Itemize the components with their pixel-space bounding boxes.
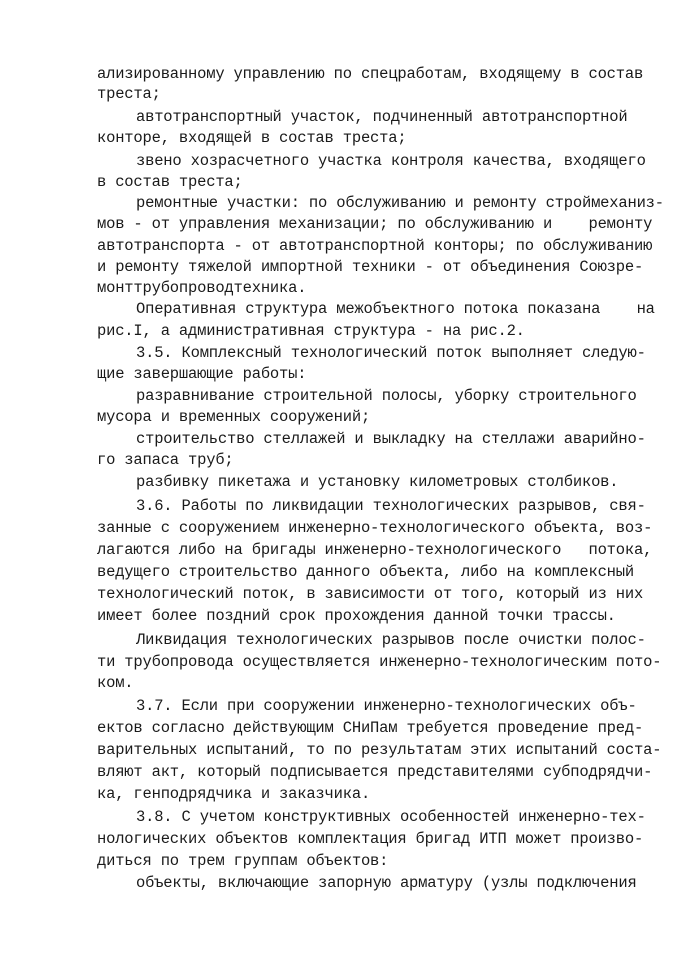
text-line: разравнивание строительной полосы, уборку строительного (136, 387, 637, 405)
text-line: 3.7. Если при сооружении инженерно-технологических объ- (136, 697, 637, 715)
text-line: разбивку пикетажа и установку километровых столбиков. (136, 473, 619, 491)
text-line: нологических объектов комплектация бригад ИТП может произво- (97, 830, 644, 848)
text-line: ализированному управлению по спецработам, входящему в состав (97, 65, 644, 83)
text-line: автотранспорта - от автотранспортной конторы; по обслуживанию (97, 237, 653, 255)
text-line: варительных испытаний, то по результатам этих испытаний соста- (97, 741, 662, 759)
text-line: в состав треста; (97, 173, 243, 191)
text-line: мов - от управления механизации; по обслуживанию и ремонту (97, 215, 653, 233)
text-line: 3.8. С учетом конструктивных особенностей инженерно-тех- (136, 808, 646, 826)
text-line: Ликвидация технологических разрывов после очистки полос- (136, 631, 646, 649)
text-line: 3.5. Комплексный технологический поток выполняет следую- (136, 344, 646, 362)
text-line: имеет более поздний срок прохождения данной точки трассы. (97, 607, 616, 625)
text-line: звено хозрасчетного участка контроля качества, входящего (136, 152, 646, 170)
text-line: го запаса труб; (97, 451, 234, 469)
text-line: диться по трем группам объектов: (97, 852, 389, 870)
text-line: строительство стеллажей и выкладку на стеллажи аварийно- (136, 430, 646, 448)
text-line: технологический поток, в зависимости от того, который из них (97, 585, 644, 603)
text-line: треста; (97, 85, 161, 103)
text-line: автотранспортный участок, подчиненный автотранспортной (136, 108, 628, 126)
text-line: лагаются либо на бригады инженерно-технологического потока, (97, 541, 653, 559)
text-line: монттрубопроводтехника. (97, 279, 307, 297)
text-line: конторе, входящей в состав треста; (97, 129, 407, 147)
text-line: Оперативная структура межобъектного потока показана на (136, 300, 655, 318)
text-line: ти трубопровода осуществляется инженерно-технологическим пото- (97, 653, 662, 671)
text-line: 3.6. Работы по ликвидации технологических разрывов, свя- (136, 497, 646, 515)
text-line: и ремонту тяжелой импортной техники - от объединения Союзре- (97, 258, 644, 276)
text-line: ремонтные участки: по обслуживанию и ремонту строймеханиз- (136, 194, 664, 212)
text-line: ведущего строительство данного объекта, либо на комплексный (97, 563, 634, 581)
text-line: щие завершающие работы: (97, 365, 307, 383)
text-line: ком. (97, 674, 134, 692)
text-line: рис.I, а административная структура - на рис.2. (97, 322, 525, 340)
text-line: занные с сооружением инженерно-технологического объекта, воз- (97, 519, 653, 537)
text-line: ектов согласно действующим СНиПам требуется проведение пред- (97, 719, 644, 737)
text-line: мусора и временных сооружений; (97, 408, 371, 426)
text-line: вляют акт, который подписывается представителями субподрядчи- (97, 763, 653, 781)
text-line: ка, генподрядчика и заказчика. (97, 785, 371, 803)
text-line: объекты, включающие запорную арматуру (узлы подключения (136, 874, 637, 892)
